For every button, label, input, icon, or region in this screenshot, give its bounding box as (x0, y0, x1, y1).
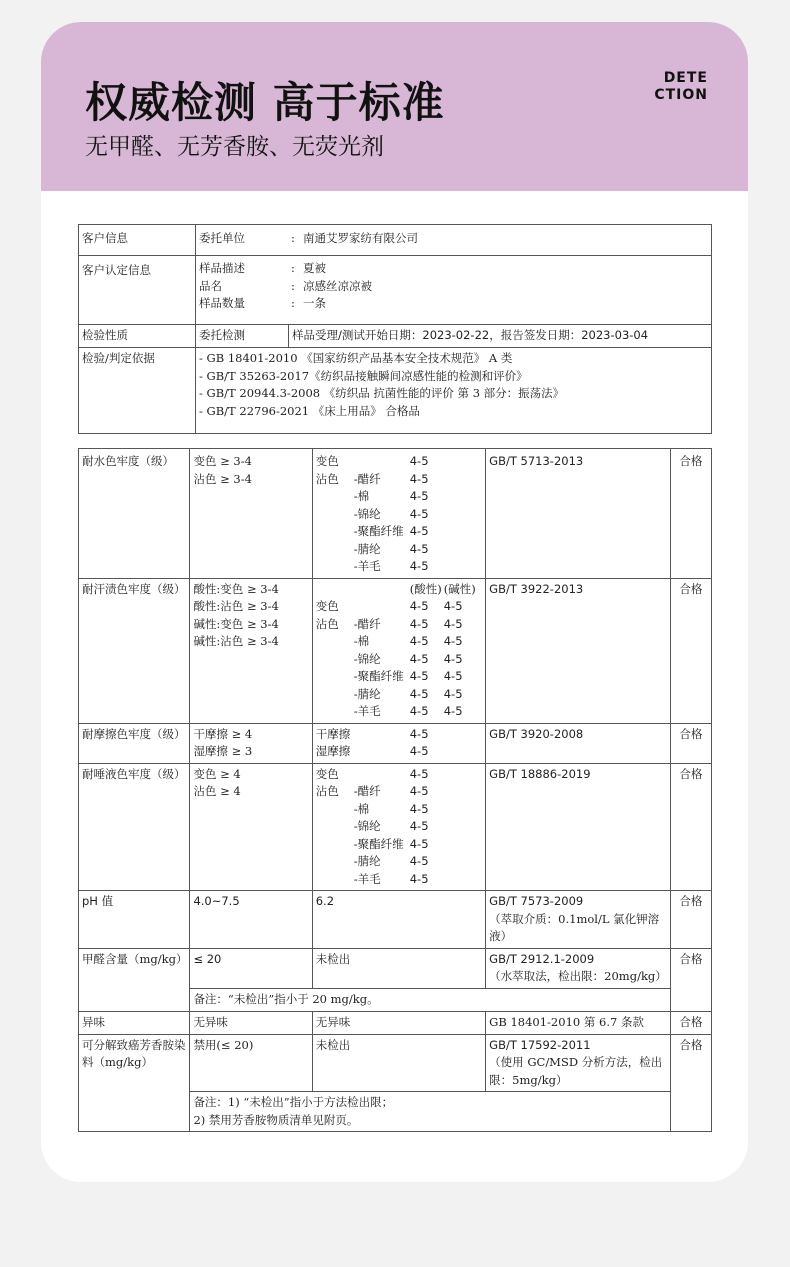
result-cell: 4-5 (409, 819, 429, 833)
result-cell: 4-5 (443, 599, 463, 613)
method-detail: （水萃取法，检出限：20mg/kg） (489, 969, 667, 983)
result-cell: 沾色 (315, 471, 339, 486)
result-cell: 4-5 (409, 801, 429, 816)
result-cell: -羊毛 (353, 704, 381, 718)
item-perspiration-fastness: 耐汗渍色牢度（级） (79, 578, 190, 723)
result-cell (354, 766, 410, 784)
result: 未检出 (312, 948, 485, 988)
note-line: 备注：1) “未检出”指小于方法检出限； (193, 1095, 394, 1109)
table-row (79, 1011, 712, 1034)
client-value: 委托单位 : 南通艾罗家纺有限公司 (196, 225, 712, 256)
header-banner (41, 22, 748, 191)
item-aromatic-amine: 可分解致癌芳香胺染料（mg/kg） (79, 1034, 190, 1132)
result-cell (316, 686, 354, 704)
result-cell: -锦纶 (353, 819, 381, 833)
test-method: GB/T 5713-2013 (486, 449, 671, 579)
result-cell: 4-5 (409, 454, 429, 468)
result: 无异味 (312, 1011, 485, 1034)
result-cell: 沾色 (315, 616, 339, 631)
verdict: 合格 (670, 723, 711, 763)
sample-desc-key: 样品描述 (199, 261, 245, 275)
requirement-line: 酸性:变色 ≥ 3-4 (193, 581, 279, 596)
basis-item: - GB/T 22796-2021 《床上用品》 合格品 (199, 403, 420, 418)
verdict: 合格 (670, 1034, 711, 1132)
result-cell: 4-5 (443, 634, 463, 648)
result-cell: 4-5 (443, 669, 463, 683)
result: 6.2 (312, 891, 485, 949)
method-standard: GB/T 7573-2009 (489, 894, 584, 908)
result-cell: 4-5 (409, 524, 429, 538)
result-cell: -醋纤 (353, 784, 381, 798)
result-cell: 4-5 (409, 686, 429, 701)
item-water-fastness: 耐水色牢度（级） (79, 449, 190, 579)
results-table (78, 448, 712, 1132)
result-cell: 4-5 (443, 651, 463, 666)
result-cell: 4-5 (443, 686, 463, 701)
item-odor: 异味 (79, 1011, 190, 1034)
result-cell: -羊毛 (353, 871, 381, 886)
result-cell (316, 801, 354, 819)
result-cell: 4-5 (409, 599, 429, 613)
result-cell: -聚酯纤维 (353, 524, 404, 538)
verdict: 合格 (670, 1011, 711, 1034)
verdict: 合格 (670, 891, 711, 949)
requirement-line: 沾色 ≥ 3-4 (193, 471, 252, 486)
method-detail: （萃取介质：0.1mol/L 氯化钾溶液） (489, 911, 660, 943)
table-row (79, 449, 712, 579)
result-cell: 湿摩擦 (315, 744, 351, 758)
result-cell (316, 871, 354, 889)
page-subtitle: 无甲醛、无芳香胺、无荧光剂 (85, 134, 384, 160)
inspection-type-value: 委托检测 (196, 325, 289, 348)
result-cell: 4-5 (409, 871, 429, 886)
result-cell: -聚酯纤维 (353, 669, 404, 683)
result-cell: -腈纶 (353, 686, 381, 701)
requirement-line: 碱性:变色 ≥ 3-4 (193, 616, 279, 631)
result-cell: 4-5 (443, 616, 463, 631)
sample-qty-value: 一条 (303, 296, 326, 310)
basis-label: 检验/判定依据 (79, 348, 196, 434)
sample-desc-value: 夏被 (303, 261, 326, 275)
requirement (190, 449, 312, 579)
result-cell (316, 818, 354, 836)
result-cell: 沾色 (315, 784, 339, 798)
acid-header: (酸性) (409, 581, 442, 596)
result-cell (316, 558, 354, 576)
test-method: GB/T 3922-2013 (486, 578, 671, 723)
result-cell: 4-5 (443, 704, 463, 718)
verdict: 合格 (670, 948, 711, 1011)
method-standard: GB/T 2912.1-2009 (489, 951, 595, 966)
requirement: 4.0~7.5 (190, 891, 312, 949)
table-row (79, 1034, 712, 1092)
note-line: 2) 禁用芳香胺物质清单见附页。 (193, 1112, 359, 1127)
entrust-key: 委托单位 (199, 231, 245, 245)
client-label: 客户信息 (79, 225, 196, 256)
basis-list (196, 348, 712, 434)
result-cell: -腈纶 (353, 541, 381, 556)
result-cell (316, 668, 354, 686)
result-cell: -醋纤 (353, 471, 381, 486)
result-cell: 4-5 (409, 541, 429, 556)
result-cell (316, 651, 354, 669)
method-detail: （使用 GC/MSD 分析方法，检出限：5mg/kg） (489, 1055, 663, 1087)
requirement: 无异味 (190, 1011, 312, 1034)
test-method (486, 891, 671, 949)
result-cell: 4-5 (409, 634, 429, 648)
requirement (190, 763, 312, 891)
result-cell: -聚酯纤维 (353, 836, 404, 851)
test-method: GB 18401-2010 第 6.7 条款 (486, 1011, 671, 1034)
table-row (79, 948, 712, 988)
product-name-key: 品名 (199, 278, 222, 293)
result-cell: 变色 (315, 766, 339, 781)
page-title: 权威检测 高于标准 (85, 78, 445, 127)
item-ph: pH 值 (79, 891, 190, 949)
result-cell: 4-5 (409, 704, 429, 718)
result-cell: 4-5 (409, 651, 429, 666)
result-cell (316, 506, 354, 524)
test-method: GB/T 3920-2008 (486, 723, 671, 763)
table-row (79, 763, 712, 891)
result-grid (312, 763, 485, 891)
requirement: 禁用(≤ 20) (190, 1034, 312, 1092)
result-cell (316, 541, 354, 559)
table-row (79, 348, 712, 434)
result-cell: -棉 (353, 489, 370, 503)
result-cell: 4-5 (409, 784, 429, 798)
result-cell: 4-5 (409, 506, 429, 521)
result-cell: 4-5 (409, 616, 429, 631)
result-cell: 4-5 (409, 744, 429, 758)
alkali-header: (碱性) (443, 581, 476, 596)
result-cell: -锦纶 (353, 651, 381, 666)
method-standard: GB/T 17592-2011 (489, 1037, 591, 1052)
result-cell: -腈纶 (353, 854, 381, 868)
test-method (486, 948, 671, 988)
result-cell: 4-5 (409, 559, 429, 573)
sample-info: 样品描述 : 夏被 品名 : 凉感丝凉凉被 样品数量 : 一条 (196, 256, 712, 325)
result-cell: 4-5 (409, 726, 429, 741)
result-cell: 变色 (315, 454, 339, 468)
requirement-line: 酸性:沾色 ≥ 3-4 (193, 599, 279, 613)
client-info-table (78, 224, 712, 434)
result-cell: 4-5 (409, 489, 429, 503)
test-method (486, 1034, 671, 1092)
result-cell (316, 853, 354, 871)
table-row (79, 723, 712, 763)
requirement-line: 干摩擦 ≥ 4 (193, 726, 253, 741)
requirement-line: 变色 ≥ 3-4 (193, 454, 252, 468)
product-name-value: 凉感丝凉凉被 (303, 278, 372, 293)
note (190, 1092, 670, 1132)
result-cell (354, 453, 410, 471)
result-cell: -棉 (353, 634, 370, 648)
result-cell (316, 703, 354, 721)
verdict: 合格 (670, 763, 711, 891)
requirement-line: 变色 ≥ 4 (193, 766, 241, 781)
item-formaldehyde: 甲醛含量（mg/kg） (79, 948, 190, 1011)
basis-item: - GB/T 20944.3-2008 《纺织品 抗菌性能的评价 第 3 部分：振荡法》 (199, 386, 565, 400)
result-cell: 4-5 (409, 766, 429, 781)
requirement (190, 723, 312, 763)
result-cell (316, 523, 354, 541)
logo-line-2: CTION (654, 87, 708, 103)
table-row (79, 578, 712, 723)
result-cell: 4-5 (409, 471, 429, 486)
table-row (79, 225, 712, 256)
note: 备注：“未检出”指小于 20 mg/kg。 (190, 988, 670, 1011)
result-cell: 4-5 (409, 669, 429, 683)
result-grid (312, 723, 485, 763)
requirement: ≤ 20 (190, 948, 312, 988)
result-cell: 变色 (315, 599, 339, 613)
result-cell (354, 598, 410, 616)
result-cell (316, 488, 354, 506)
requirement-line: 沾色 ≥ 4 (193, 784, 241, 798)
requirement (190, 578, 312, 723)
entrust-value: 南通艾罗家纺有限公司 (303, 231, 418, 245)
result: 未检出 (312, 1034, 485, 1092)
verdict: 合格 (670, 449, 711, 579)
table-row (79, 325, 712, 348)
result-cell: 4-5 (409, 854, 429, 868)
item-saliva-fastness: 耐唾液色牢度（级） (79, 763, 190, 891)
table-row (79, 891, 712, 949)
result-cell: -醋纤 (353, 616, 381, 631)
item-rubbing-fastness: 耐摩擦色牢度（级） (79, 723, 190, 763)
verdict: 合格 (670, 578, 711, 723)
result-cell: 干摩擦 (315, 726, 351, 741)
result-grid (312, 578, 485, 723)
sample-qty-key: 样品数量 (199, 296, 245, 310)
inspection-dates: 样品受理/测试开始日期：2023-02-22，报告签发日期：2023-03-04 (289, 325, 712, 348)
test-method: GB/T 18886-2019 (486, 763, 671, 891)
result-cell (316, 836, 354, 854)
inspection-type-label: 检验性质 (79, 325, 196, 348)
basis-item: - GB/T 35263-2017《纺织品接触瞬间凉感性能的检测和评价》 (199, 368, 528, 383)
sample-label: 客户认定信息 (79, 256, 196, 325)
result-cell (316, 633, 354, 651)
result-grid (312, 449, 485, 579)
requirement-line: 湿摩擦 ≥ 3 (193, 744, 253, 758)
basis-item: - GB 18401-2010 《国家纺织产品基本安全技术规范》 A 类 (199, 351, 513, 365)
result-cell: -锦纶 (353, 506, 381, 521)
result-cell: 4-5 (409, 836, 429, 851)
logo-line-1: DETE (663, 70, 708, 86)
result-cell: -棉 (353, 801, 370, 816)
requirement-line: 碱性:沾色 ≥ 3-4 (193, 634, 279, 648)
result-cell (354, 743, 410, 761)
detection-logo (654, 70, 708, 104)
result-cell (354, 726, 410, 744)
result-cell: -羊毛 (353, 559, 381, 573)
table-row (79, 256, 712, 325)
